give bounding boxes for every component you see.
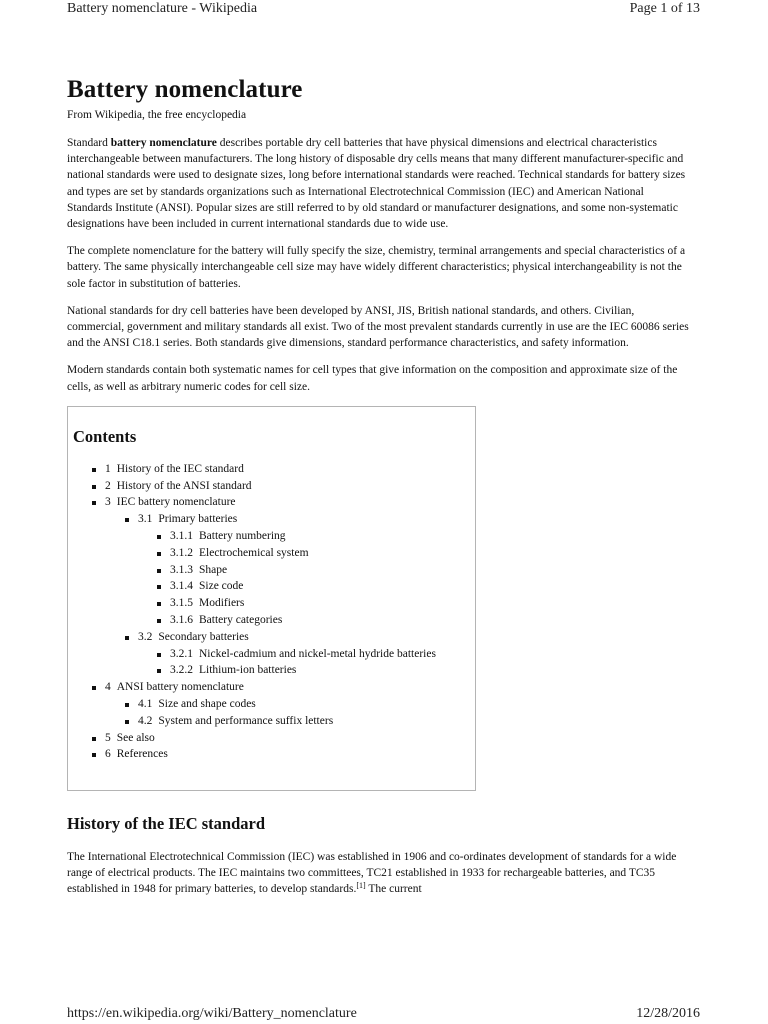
toc-list (73, 461, 475, 763)
toc-item-3-1[interactable] (73, 511, 475, 528)
citation-link[interactable]: [1] (356, 881, 366, 891)
toc-number: 3.1.4 (170, 580, 193, 593)
toc-link[interactable]: History of the IEC standard (116, 462, 244, 475)
intro-rest: describes portable dry cell batteries that have physical dimensions and electrical characteristics interchangeable between manufacturers. The long history of disposable dry cells means that many different manufacturer-specific and national standards were used to designate sizes, long before international standards were reached. Technical standards for battery sizes and types are set by standards organizations such as International Electrotechnical Commission (IEC) and American National Standards Institute (ANSI). Popular sizes are still referred to by old standard or manufacturer designations, and some non-systematic designations have been included in current international standards due to wide use. (67, 137, 686, 231)
toc-item-3-1-3[interactable] (73, 562, 475, 579)
toc-item-4-1[interactable] (73, 696, 475, 713)
toc-link[interactable]: Battery numbering (199, 530, 286, 543)
toc-number: 3.1 (138, 513, 153, 526)
print-header-title: Battery nomenclature - Wikipedia (67, 1, 258, 16)
toc-number: 4 (105, 681, 111, 694)
print-header-page: Page 1 of 13 (629, 1, 700, 16)
toc-item-1[interactable] (73, 461, 475, 478)
toc-number: 2 (105, 479, 111, 492)
toc-item-3[interactable] (73, 494, 475, 511)
toc-link[interactable]: See also (116, 731, 155, 744)
toc-link[interactable]: Shape (199, 563, 228, 576)
toc-number: 4.1 (138, 698, 153, 710)
toc-number: 1 (105, 462, 111, 475)
toc-link[interactable]: Battery categories (199, 614, 283, 627)
toc-item-2[interactable] (73, 478, 475, 495)
toc-number: 3.1.5 (170, 597, 193, 610)
toc-number: 3.1.1 (170, 530, 193, 543)
paragraph-4: Modern standards contain both systematic names for cell types that give information on the composition and approximate size of the cells, as well as arbitrary numeric codes for cell size. (67, 364, 678, 393)
toc-item-3-1-5[interactable] (73, 595, 475, 612)
toc-number: 3 (105, 496, 111, 509)
toc-number: 5 (105, 731, 111, 744)
toc-link[interactable]: System and performance suffix letters (158, 714, 334, 727)
section-text: The International Electrotechnical Commission (IEC) was established in 1906 and co-ordinates development of standards for a wide range of electrical products. The IEC maintains two committees, TC21 established in 1933 for rechargeable batteries, and TC35 established in 1948 for primary batteries, to develop standards. (67, 850, 677, 896)
toc-title: Contents (73, 426, 137, 446)
toc-item-3-1-2[interactable] (73, 545, 475, 562)
toc-link[interactable]: IEC battery nomenclature (116, 496, 236, 509)
print-footer-date: 12/28/2016 (636, 1006, 700, 1021)
toc-item-4-2[interactable] (73, 713, 475, 730)
toc-link[interactable]: Size and shape codes (158, 698, 256, 710)
toc-item-3-1-6[interactable] (73, 612, 475, 629)
toc-item-3-2-2[interactable] (73, 662, 475, 679)
toc-item-5[interactable] (73, 730, 475, 747)
toc-number: 3.1.2 (170, 546, 193, 559)
toc-number: 3.1.6 (170, 614, 193, 627)
toc-number: 3.2.1 (170, 647, 193, 660)
section-heading-iec-history: History of the IEC standard (67, 813, 266, 833)
toc-link[interactable]: Lithium-ion batteries (199, 664, 297, 677)
page-subtitle: From Wikipedia, the free encyclopedia (67, 109, 247, 121)
toc-number: 3.2 (138, 630, 153, 643)
toc-link[interactable]: Electrochemical system (199, 546, 309, 559)
toc-link[interactable]: Modifiers (199, 597, 245, 610)
article-content (67, 74, 692, 897)
toc-number: 3.1.3 (170, 563, 193, 576)
toc-item-3-2[interactable] (73, 629, 475, 646)
paragraph-3: National standards for dry cell batteries have been developed by ANSI, JIS, British national standards, and others. Civilian, commercial, government and military standards all exist. Two of the most prevalent standards currently in use are the IEC 60086 series and the ANSI C18.1 series. Both standards give dimensions, standard performance characteristics, and safety information. (67, 304, 689, 350)
toc-item-4[interactable] (73, 679, 475, 696)
toc-item-3-1-4[interactable] (73, 578, 475, 595)
section-text-tail: The current (365, 883, 422, 896)
toc-link[interactable]: Size code (199, 580, 244, 593)
intro-lead: Standard (67, 137, 111, 149)
table-of-contents (67, 406, 476, 791)
toc-link[interactable]: ANSI battery nomenclature (116, 681, 244, 694)
paragraph-2: The complete nomenclature for the battery will fully specify the size, chemistry, terminal arrangements and special characteristics of a battery. The same physically interchangeable cell size may have widely different characteristics; physical interchangeability is not the sole factor in substitution of batteries. (67, 245, 686, 290)
section-paragraph-iec-history (67, 849, 692, 898)
intro-paragraph (67, 135, 692, 232)
toc-link[interactable]: References (116, 748, 168, 761)
toc-link[interactable]: Nickel-cadmium and nickel-metal hydride batteries (199, 647, 436, 660)
toc-number: 6 (105, 748, 111, 761)
page-title: Battery nomenclature (67, 76, 303, 103)
toc-item-3-2-1[interactable] (73, 646, 475, 663)
intro-bold-term: battery nomenclature (110, 137, 217, 149)
toc-number: 4.2 (138, 714, 153, 727)
toc-item-3-1-1[interactable] (73, 528, 475, 545)
toc-link[interactable]: Primary batteries (158, 513, 238, 526)
toc-link[interactable]: Secondary batteries (158, 630, 249, 643)
print-footer-url: https://en.wikipedia.org/wiki/Battery_nomenclature (67, 1006, 357, 1021)
toc-link[interactable]: History of the ANSI standard (116, 479, 252, 492)
toc-item-6[interactable] (73, 746, 475, 763)
toc-number: 3.2.2 (170, 664, 193, 677)
